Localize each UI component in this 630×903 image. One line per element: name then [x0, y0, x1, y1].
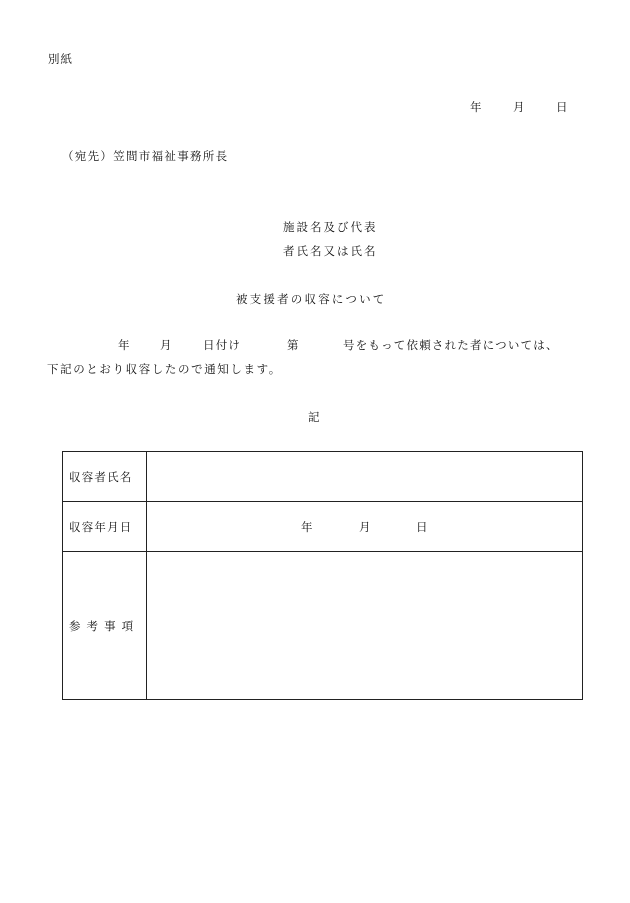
- body-rest: 号をもって依頼された者については、: [343, 338, 559, 352]
- facility-name-label-line1: 施設名及び代表: [283, 220, 378, 234]
- body-number-prefix: 第: [287, 338, 299, 352]
- row-label-remarks: 参 考 事 項: [69, 618, 135, 633]
- body-dated: 日付け: [203, 338, 242, 352]
- date-day: 日: [556, 100, 568, 114]
- table-row: [63, 502, 582, 552]
- admission-date-field[interactable]: [147, 502, 582, 551]
- table-row: [63, 552, 582, 699]
- note-heading: 記: [308, 410, 320, 424]
- date-year: 年: [470, 100, 482, 114]
- record-table: [62, 451, 583, 700]
- table-row: [63, 452, 582, 502]
- table-label-cell: [63, 552, 147, 699]
- row-label-name: 収容者氏名: [69, 469, 133, 484]
- table-label-cell: [63, 502, 147, 551]
- date-month: 月: [513, 100, 525, 114]
- annex-label: 別紙: [48, 52, 73, 66]
- document-subject: 被支援者の収容について: [236, 292, 387, 306]
- admission-year: 年: [301, 519, 313, 534]
- body-year: 年: [118, 338, 130, 352]
- admission-day: 日: [416, 519, 428, 534]
- body-month: 月: [160, 338, 172, 352]
- body-paragraph-line1: [0, 337, 630, 353]
- admission-month: 月: [359, 519, 371, 534]
- body-paragraph-line2: 下記のとおり収容したので通知します。: [47, 362, 282, 376]
- facility-name-label-line2: 者氏名又は氏名: [283, 244, 378, 258]
- remarks-field[interactable]: [147, 552, 582, 699]
- addressee: （宛先）笠間市福祉事務所長: [62, 149, 229, 163]
- table-label-cell: [63, 452, 147, 501]
- row-label-date: 収容年月日: [69, 519, 133, 534]
- inmate-name-field[interactable]: [147, 452, 582, 501]
